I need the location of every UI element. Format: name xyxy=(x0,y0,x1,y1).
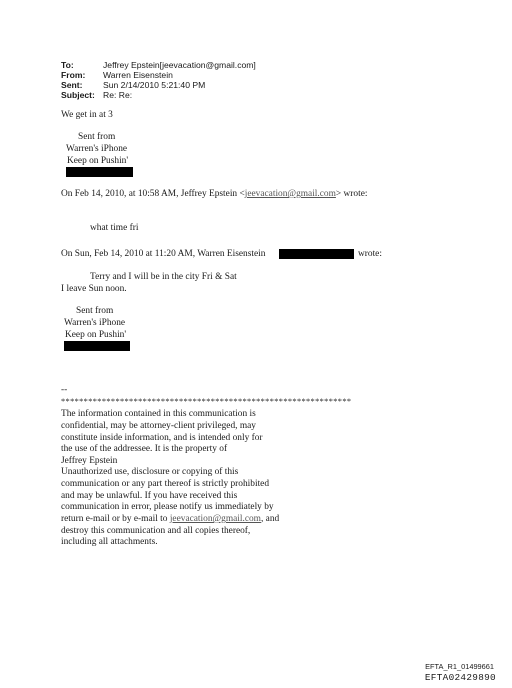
quote2-signature-line-3: Keep on Pushin' xyxy=(65,330,127,340)
separator-dashes: -- xyxy=(61,385,68,395)
disclaimer-line: and may be unlawful. If you have received this xyxy=(61,491,238,501)
disclaimer-line: communication or any part thereof is strictly prohibited xyxy=(61,479,270,489)
signature-line-2: Warren's iPhone xyxy=(66,144,128,154)
quote2-intro-left: On Sun, Feb 14, 2010 at 11:20 AM, Warren Eisenstein xyxy=(61,249,266,259)
redaction-box xyxy=(279,249,354,259)
signature-line-3: Keep on Pushin' xyxy=(67,156,129,166)
disclaimer-line: destroy this communication and all copies thereof, xyxy=(61,526,251,536)
quote1-body: what time fri xyxy=(90,223,139,233)
document-id-primary: EFTA_R1_01499661 xyxy=(425,662,494,671)
disclaimer-line-email: return e-mail or by e-mail to jeevacation@gmail.com, and xyxy=(61,514,280,524)
quote2-intro-right: wrote: xyxy=(358,249,382,259)
signature-line-1: Sent from xyxy=(78,132,116,142)
disclaimer-line: including all attachments. xyxy=(61,537,158,547)
email-link[interactable]: jeevacation@gmail.com xyxy=(244,189,336,199)
disclaimer-line: The information contained in this communication is xyxy=(61,409,256,419)
disclaimer-line: constitute inside information, and is intended only for xyxy=(61,433,263,443)
quote1-intro: On Feb 14, 2010, at 10:58 AM, Jeffrey Epstein <jeevacation@gmail.com> wrote: xyxy=(61,189,368,199)
header-subject-label: Subject: xyxy=(61,90,95,100)
document-id-secondary: EFTA02429890 xyxy=(424,672,496,683)
header-subject-value: Re: Re: xyxy=(103,90,133,100)
header-to-label: To: xyxy=(61,60,74,70)
header-sent-label: Sent: xyxy=(61,80,83,90)
header-from-label: From: xyxy=(61,70,86,80)
header-from-value: Warren Eisenstein xyxy=(103,70,173,80)
quote2-signature-line-2: Warren's iPhone xyxy=(64,318,126,328)
redaction-box xyxy=(66,167,133,177)
disclaimer-line: Jeffrey Epstein xyxy=(61,456,118,466)
redaction-box xyxy=(64,341,130,351)
disclaimer-line: communication in error, please notify us immediately by xyxy=(61,502,274,512)
header-to-value: Jeffrey Epstein[jeevacation@gmail.com] xyxy=(103,60,256,70)
header-sent-value: Sun 2/14/2010 5:21:40 PM xyxy=(103,80,206,90)
disclaimer-line: Unauthorized use, disclosure or copying of this xyxy=(61,467,239,477)
quote2-line-2: I leave Sun noon. xyxy=(61,284,127,294)
message-body: We get in at 3 xyxy=(61,110,113,120)
disclaimer-line: confidential, may be attorney-client privileged, may xyxy=(61,421,256,431)
quote2-signature-line-1: Sent from xyxy=(76,306,114,316)
quote2-line-1: Terry and I will be in the city Fri & Sat xyxy=(90,272,237,282)
separator-stars: **************************************************************** xyxy=(61,397,352,406)
disclaimer-line: the use of the addressee. It is the property of xyxy=(61,444,228,454)
email-link[interactable]: jeevacation@gmail.com xyxy=(169,514,261,524)
